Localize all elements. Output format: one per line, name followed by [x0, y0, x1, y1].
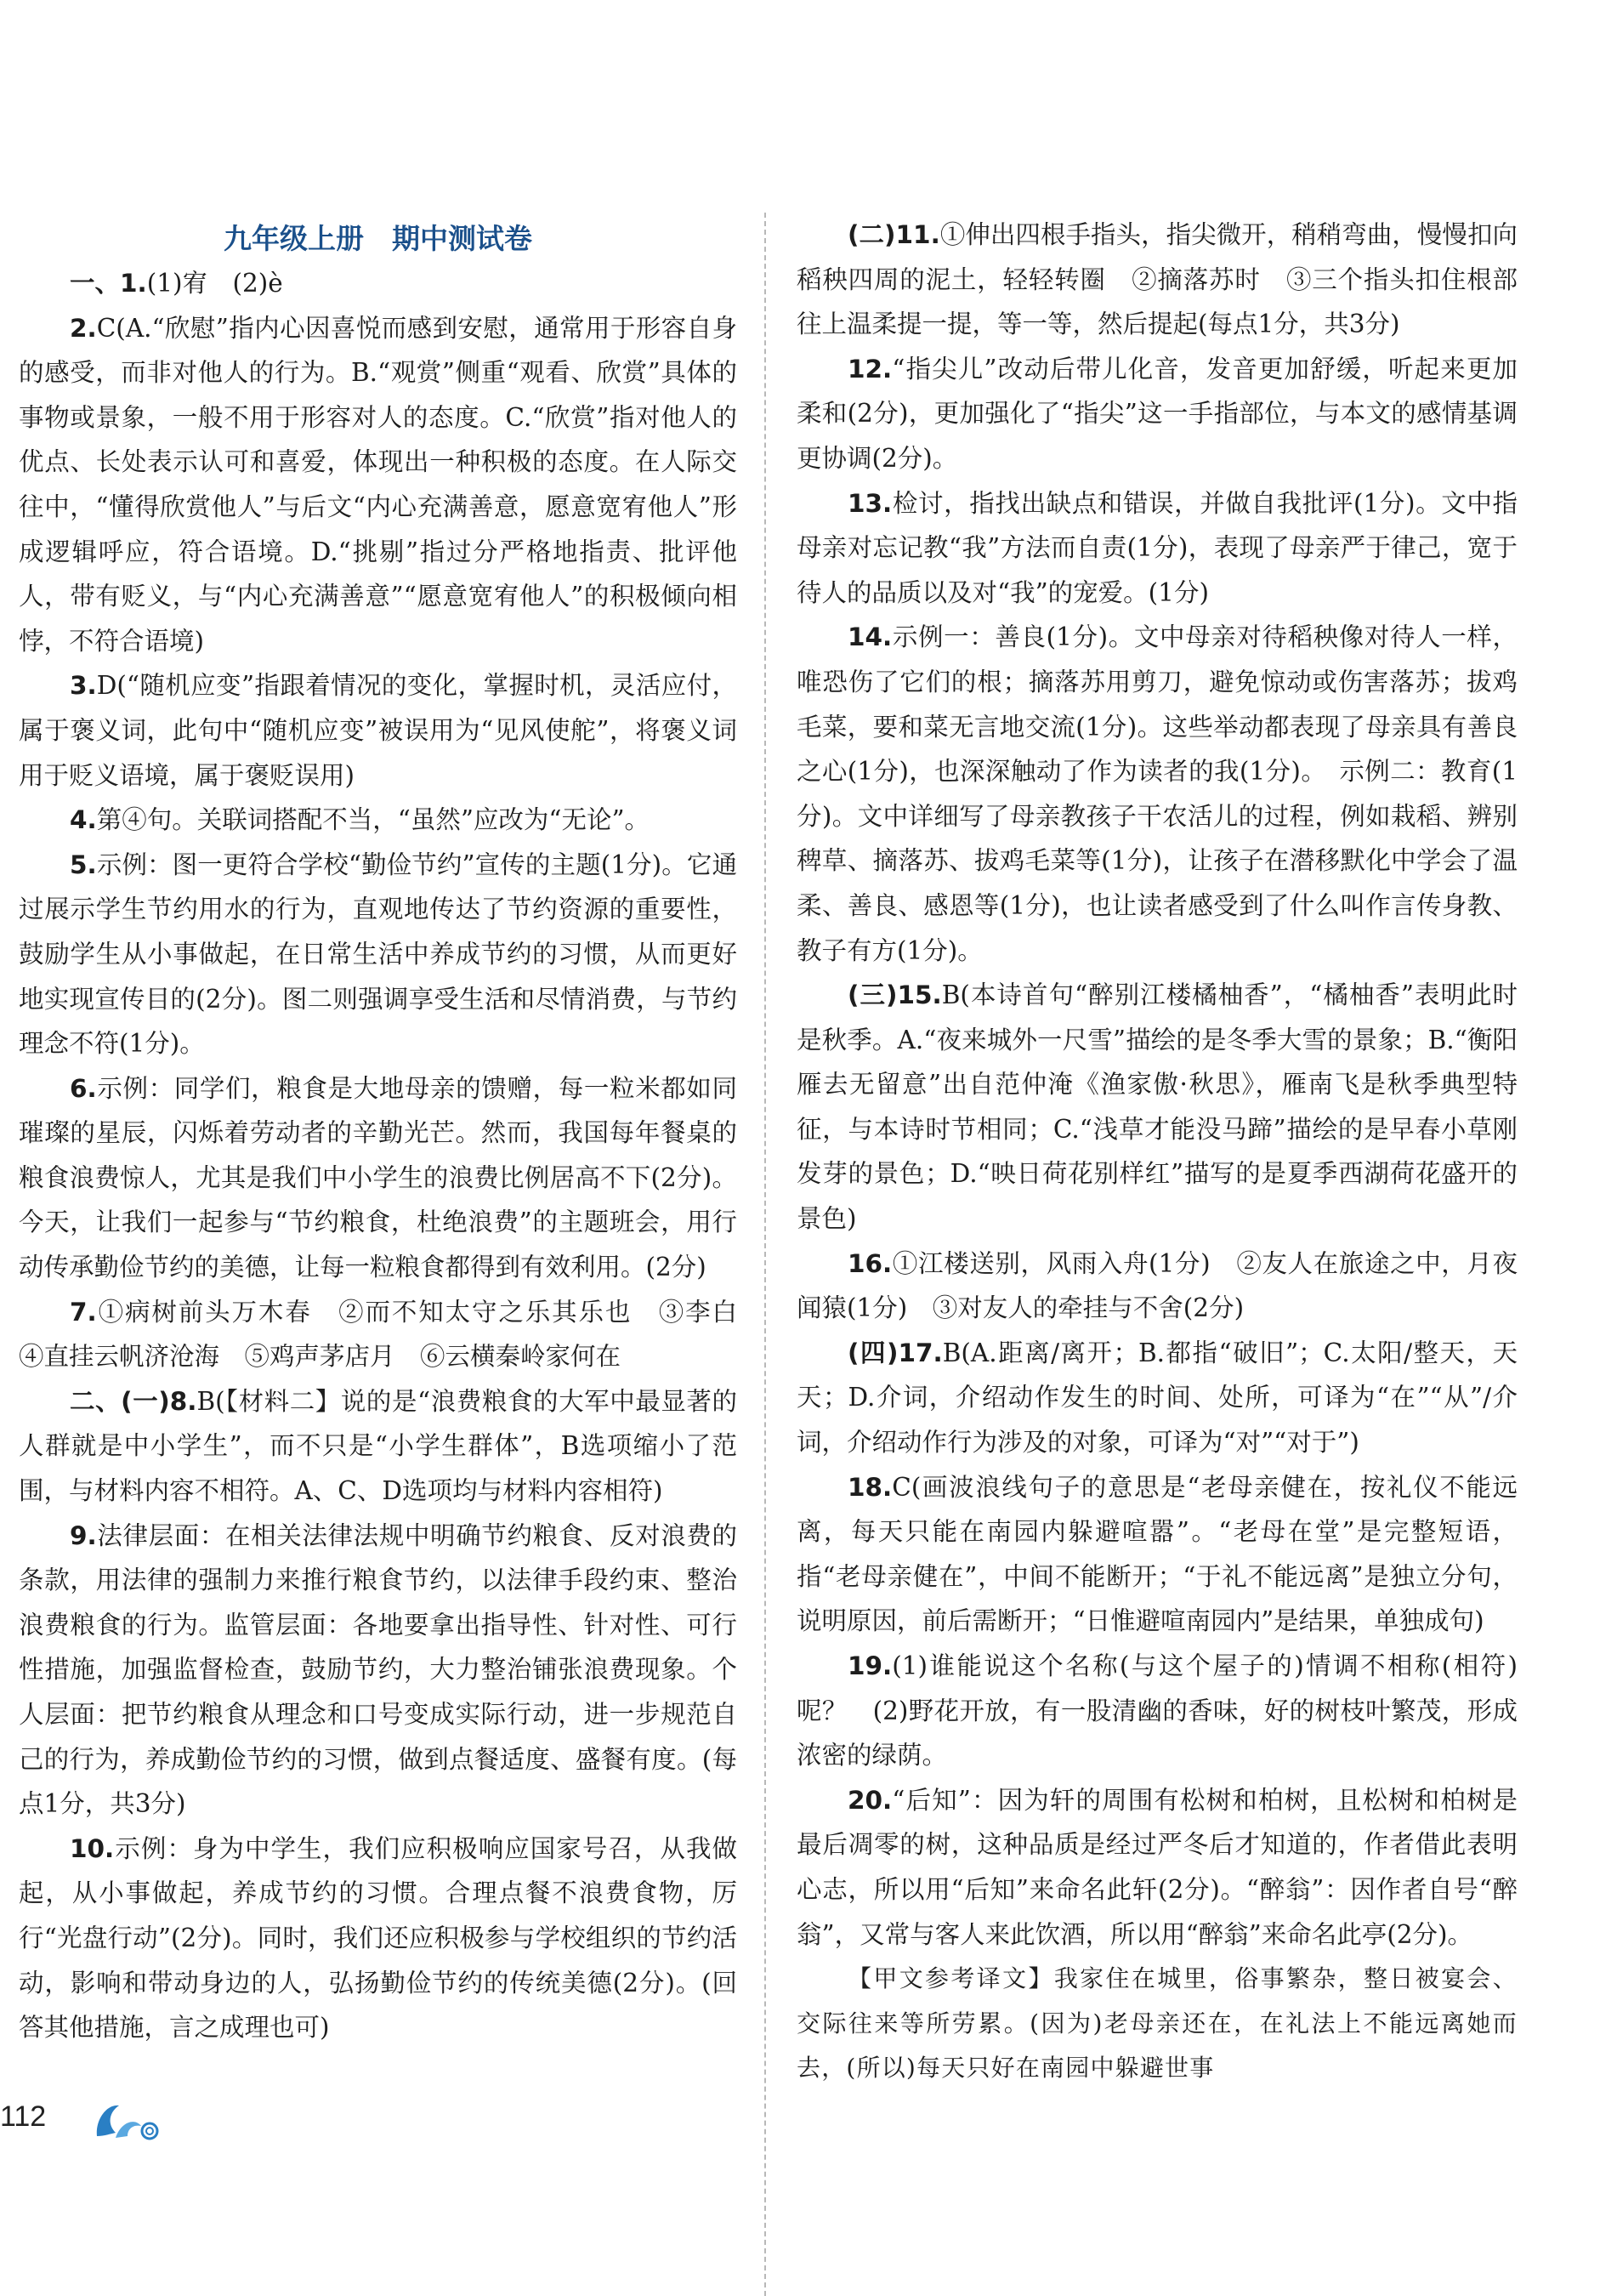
right-answer-list: [797, 213, 1518, 1957]
answer-text: 示例：图一更符合学校“勤俭节约”宣传的主题(1分)。它通过展示学生节约用水的行为，直观地传达了节约资源的重要性，鼓励学生从小事做起，在日常生活中养成节约的习惯，从而更好地实现宣传目的(2分)。图二则强调享受生活和尽情消费，与节约理念不符(1分)。: [19, 850, 737, 1059]
answer-text: “指尖儿”改动后带儿化音，发音更加舒缓，听起来更加柔和(2分)，更加强化了“指尖”这一手指部位，与本文的感情基调更协调(2分)。: [797, 354, 1518, 473]
answer-text: 检讨，指找出缺点和错误，并做自我批评(1分)。文中指母亲对忘记教“我”方法而自责(1分)，表现了母亲严于律己，宽于待人的品质以及对“我”的宠爱。(1分): [797, 488, 1518, 607]
answer-number: 14.: [848, 622, 893, 652]
answer-number: 13.: [848, 488, 893, 518]
answer-item: [19, 1290, 763, 1379]
answer-text: ①伸出四根手指头，指尖微开，稍稍弯曲，慢慢扣向稻秧四周的泥土，轻轻转圈 ②摘落苏时 ③三个指头扣住根部往上温柔提一提，等一等，然后提起(每点1分，共3分): [797, 220, 1518, 339]
answer-text: ①病树前头万木春 ②而不知太守之乐其乐也 ③李白 ④直挂云帆济沧海 ⑤鸡声茅店月 ⑥云横秦岭家何在: [19, 1297, 763, 1372]
answer-item: [797, 1778, 1518, 1957]
answer-number: 4.: [70, 805, 97, 835]
answer-text: D(“随机应变”指跟着情况的变化，掌握时机，灵活应付，属于褒义词，此句中“随机应变”被误用为“见风使舵”，将褒义词用于贬义语境，属于褒贬误用): [19, 671, 737, 790]
answer-item: [19, 798, 737, 843]
answer-number: 20.: [848, 1785, 893, 1815]
answer-number: 5.: [70, 850, 97, 879]
answer-number: 6.: [70, 1073, 97, 1103]
translation-text: 我家住在城里，俗事繁杂，整日被宴会、交际往来等所劳累。(因为)老母亲还在，在礼法上不能远离她而去，(所以)每天只好在南园中躲避世事: [797, 1964, 1518, 2083]
answer-item: [19, 843, 737, 1066]
left-column: [19, 208, 763, 2050]
answer-number: (二)11.: [848, 220, 940, 249]
swirl-wave-logo-icon: [90, 2094, 167, 2145]
answer-text: 法律层面：在相关法律法规中明确节约粮食、反对浪费的条款，用法律的强制力来推行粮食节约，以法律手段约束、整治浪费粮食的行为。监管层面：各地要拿出指导性、针对性、可行性措施，加强监督检查，鼓励节约，大力整治铺张浪费现象。个人层面：把节约粮食从理念和口号变成实际行动，进一步规范自己的行为，养成勤俭节约的习惯，做到点餐适度、盛餐有度。(每点1分，共3分): [19, 1520, 737, 1819]
answer-item: [797, 347, 1518, 481]
answer-item: [797, 1331, 1518, 1465]
answer-text: C(画波浪线句子的意思是“老母亲健在，按礼仪不能远离，每天只能在南园内躲避喧嚣”。“老母在堂”是完整短语，指“老母亲健在”，中间不能断开；“于礼不能远离”是独立分句，说明原因，前后需断开；“日惟避喧南园内”是结果，单独成句): [797, 1472, 1518, 1636]
right-column: [797, 213, 1518, 2091]
answer-text: (1)谁能说这个名称(与这个屋子的)情调不相称(相符)呢？ (2)野花开放，有一股清幽的香味，好的树枝叶繁茂，形成浓密的绿荫。: [797, 1651, 1518, 1770]
answer-item: [797, 1242, 1518, 1331]
answer-number: 10.: [70, 1833, 115, 1863]
answer-item: [797, 973, 1518, 1242]
answer-item: [19, 261, 737, 306]
answer-text: B(A.距离/离开；B.都指“破旧”；C.太阳/整天，天天；D.介词，介绍动作发生的时间、处所，可译为“在”“从”/介词，介绍动作行为涉及的对象，可译为“对”“对于”): [797, 1338, 1518, 1458]
answer-item: [797, 1644, 1518, 1778]
translation-label: 【甲文参考译文】: [848, 1964, 1054, 1993]
answer-number: 二、(一)8.: [70, 1386, 197, 1416]
page-number: 112: [0, 2100, 47, 2133]
left-answer-list: [19, 261, 763, 2050]
answer-text: ①江楼送别，风雨入舟(1分) ②友人在旅途之中，月夜闻猿(1分) ③对友人的牵挂与不舍(2分): [797, 1248, 1518, 1323]
answer-item: [19, 1827, 737, 2050]
answer-text: “后知”：因为轩的周围有松树和柏树，且松树和柏树是最后凋零的树，这种品质是经过严冬后才知道的，作者借此表明心志，所以用“后知”来命名此轩(2分)。“醉翁”：因作者自号“醉翁”，又常与客人来此饮酒，所以用“醉翁”来命名此亭(2分)。: [797, 1785, 1518, 1949]
translation-paragraph: [797, 1957, 1518, 2091]
answer-item: [797, 1465, 1518, 1644]
answer-text: (1)宥 (2)è: [146, 269, 283, 298]
answer-item: [19, 1514, 737, 1827]
answer-item: [797, 481, 1518, 616]
page-title: 九年级上册 期中测试卷: [224, 222, 532, 255]
answer-item: [19, 663, 737, 798]
answer-text: 示例一：善良(1分)。文中母亲对待稻秧像对待人一样，唯恐伤了它们的根；摘落苏用剪刀，避免惊动或伤害落苏；拔鸡毛菜，要和菜无言地交流(1分)。这些举动都表现了母亲具有善良之心(1分)，也深深触动了作为读者的我(1分)。 示例二：教育(1分)。文中详细写了母亲教孩子干农活儿的过程，例如栽稻、辨别稗草、摘落苏、拔鸡毛菜等(1分)，让孩子在潜移默化中学会了温柔、善良、感恩等(1分)，也让读者感受到了什么叫作言传身教、教子有方(1分)。: [797, 622, 1518, 965]
answer-item: [797, 213, 1518, 347]
answer-number: (四)17.: [848, 1338, 943, 1367]
answer-text: C(A.“欣慰”指内心因喜悦而感到安慰，通常用于形容自身的感受，而非对他人的行为。B.“观赏”侧重“观看、欣赏”具体的事物或景象，一般不用于形容对人的态度。C.“欣赏”指对他人的优点、长处表示认可和喜爱，体现出一种积极的态度。在人际交往中，“懂得欣赏他人”与后文“内心充满善意，愿意宽宥他人”形成逻辑呼应，符合语境。D.“挑剔”指过分严格地指责、批评他人，带有贬义，与“内心充满善意”“愿意宽宥他人”的积极倾向相悖，不符合语境): [19, 313, 737, 656]
answer-text: B(本诗首句“醉别江楼橘柚香”，“橘柚香”表明此时是秋季。A.“夜来城外一尺雪”描绘的是冬季大雪的景象；B.“衡阳雁去无留意”出自范仲淹《渔家傲·秋思》，雁南飞是秋季典型特征，与本诗时节相同；C.“浅草才能没马蹄”描绘的是早春小草刚发芽的景色；D.“映日荷花别样红”描写的是夏季西湖荷花盛开的景色): [797, 980, 1518, 1234]
answer-number: 9.: [70, 1520, 97, 1550]
answer-text: 第④句。关联词搭配不当，“虽然”应改为“无论”。: [96, 805, 650, 835]
answer-item: [19, 1066, 737, 1290]
answer-item: [797, 615, 1518, 973]
answer-text: B(【材料二】说的是“浪费粮食的大军中最显著的人群就是中小学生”，而不只是“小学生群体”，B选项缩小了范围，与材料内容不相符。A、C、D选项均与材料内容相符): [19, 1386, 737, 1506]
answer-number: (三)15.: [848, 980, 942, 1010]
answer-text: 示例：身为中学生，我们应积极响应国家号召，从我做起，从小事做起，养成节约的习惯。合理点餐不浪费食物，厉行“光盘行动”(2分)。同时，我们还应积极参与学校组织的节约活动，影响和带动身边的人，弘扬勤俭节约的传统美德(2分)。(回答其他措施，言之成理也可): [19, 1833, 737, 2043]
answer-number: 3.: [70, 671, 97, 701]
answer-number: 12.: [848, 354, 893, 384]
answer-item: [19, 306, 737, 664]
column-divider: [764, 213, 766, 2296]
answer-number: 18.: [848, 1472, 893, 1502]
answer-number: 19.: [848, 1651, 893, 1680]
answer-number: 16.: [848, 1248, 893, 1278]
answer-number: 7.: [70, 1297, 97, 1327]
answer-text: 示例：同学们，粮食是大地母亲的馈赠，每一粒米都如同璀璨的星辰，闪烁着劳动者的辛勤光芒。然而，我国每年餐桌的粮食浪费惊人，尤其是我们中小学生的浪费比例居高不下(2分)。今天，让我们一起参与“节约粮食，杜绝浪费”的主题班会，用行动传承勤俭节约的美德，让每一粒粮食都得到有效利用。(2分): [19, 1073, 737, 1282]
answer-number: 2.: [70, 313, 97, 343]
answer-number: 一、1.: [70, 269, 147, 298]
answer-item: [19, 1379, 737, 1514]
